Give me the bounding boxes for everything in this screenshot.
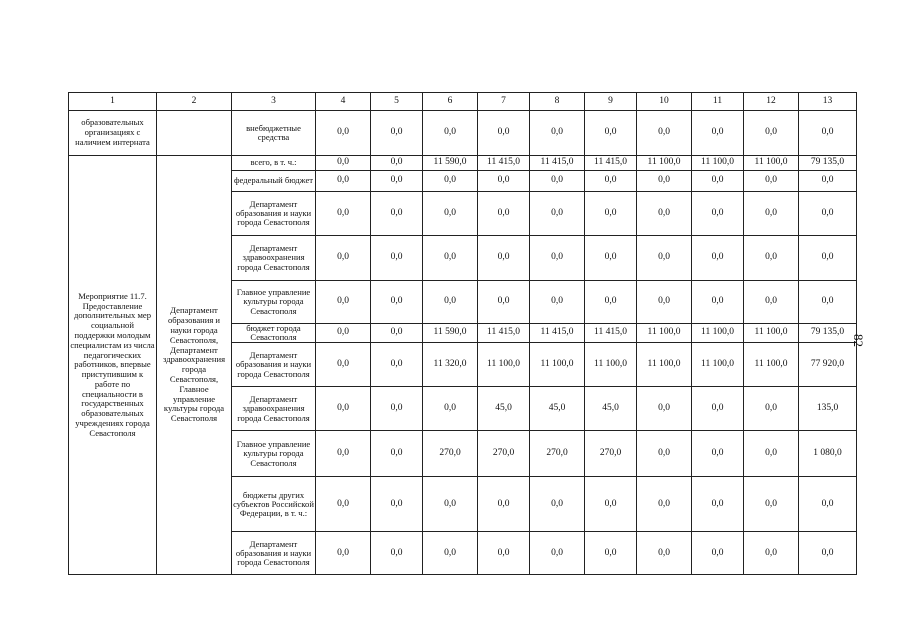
value-cell: 0,0 — [316, 156, 371, 171]
value-cell: 0,0 — [799, 192, 857, 236]
value-cell: 0,0 — [371, 236, 423, 281]
value-cell: 11 100,0 — [478, 343, 530, 387]
funding-source: Департамент здравоохранения города Севастополя — [232, 387, 316, 431]
value-cell: 11 415,0 — [530, 324, 585, 343]
funding-source: Департамент образования и науки города Севастополя — [232, 192, 316, 236]
value-cell: 0,0 — [423, 281, 478, 324]
value-cell: 0,0 — [371, 532, 423, 575]
value-cell: 0,0 — [799, 236, 857, 281]
value-cell: 0,0 — [637, 192, 692, 236]
value-cell: 0,0 — [799, 532, 857, 575]
value-cell: 11 100,0 — [692, 156, 744, 171]
value-cell: 0,0 — [637, 111, 692, 156]
value-cell: 0,0 — [316, 477, 371, 532]
measure-name-continued: образовательных организациях с наличием интерната — [69, 111, 157, 156]
value-cell: 0,0 — [316, 281, 371, 324]
value-cell: 0,0 — [371, 431, 423, 477]
funding-source: бюджет города Севастополя — [232, 324, 316, 343]
value-cell: 0,0 — [478, 532, 530, 575]
column-header: 3 — [232, 93, 316, 111]
value-cell: 0,0 — [423, 111, 478, 156]
value-cell: 0,0 — [371, 343, 423, 387]
funding-source: Главное управление культуры города Севастополя — [232, 281, 316, 324]
value-cell: 0,0 — [371, 477, 423, 532]
header-row — [69, 93, 857, 111]
value-cell: 0,0 — [530, 171, 585, 192]
value-cell: 0,0 — [692, 236, 744, 281]
value-cell: 0,0 — [585, 532, 637, 575]
value-cell: 0,0 — [530, 477, 585, 532]
value-cell: 0,0 — [637, 532, 692, 575]
value-cell: 11 590,0 — [423, 156, 478, 171]
table-row — [69, 111, 857, 156]
value-cell: 0,0 — [692, 111, 744, 156]
value-cell: 79 135,0 — [799, 324, 857, 343]
value-cell: 11 100,0 — [637, 324, 692, 343]
value-cell: 11 415,0 — [585, 156, 637, 171]
value-cell: 0,0 — [371, 387, 423, 431]
value-cell: 45,0 — [530, 387, 585, 431]
value-cell: 0,0 — [692, 171, 744, 192]
value-cell: 11 100,0 — [637, 343, 692, 387]
value-cell: 11 100,0 — [744, 156, 799, 171]
value-cell: 0,0 — [316, 431, 371, 477]
value-cell: 0,0 — [423, 192, 478, 236]
funding-source: Департамент здравоохранения города Севастополя — [232, 236, 316, 281]
page-number: 82 — [851, 334, 866, 347]
executor-cell-empty — [157, 111, 232, 156]
column-header: 7 — [478, 93, 530, 111]
value-cell: 11 100,0 — [692, 324, 744, 343]
value-cell: 0,0 — [423, 171, 478, 192]
value-cell: 0,0 — [316, 387, 371, 431]
value-cell: 0,0 — [744, 281, 799, 324]
column-header: 2 — [157, 93, 232, 111]
value-cell: 0,0 — [744, 477, 799, 532]
value-cell: 0,0 — [371, 156, 423, 171]
value-cell: 0,0 — [692, 281, 744, 324]
value-cell: 0,0 — [585, 111, 637, 156]
value-cell: 0,0 — [423, 387, 478, 431]
measure-executor: Департамент образования и науки города Севастополя, Департамент здравоохранения города Севастополя, Главное управление культуры города Севастополя — [157, 156, 232, 575]
value-cell: 45,0 — [478, 387, 530, 431]
value-cell: 0,0 — [371, 171, 423, 192]
value-cell: 0,0 — [799, 171, 857, 192]
funding-source: внебюджетные средства — [232, 111, 316, 156]
value-cell: 0,0 — [316, 324, 371, 343]
value-cell: 11 100,0 — [585, 343, 637, 387]
value-cell: 0,0 — [637, 281, 692, 324]
value-cell: 11 100,0 — [530, 343, 585, 387]
value-cell: 0,0 — [530, 111, 585, 156]
value-cell: 0,0 — [316, 192, 371, 236]
measure-name: Мероприятие 11.7. Предоставление дополнительных мер социальной поддержки молодым специалистам из числа педагогических работников, впервые приступившим к работе по специальности в государственных образовательных учреждениях города Севастополя — [69, 156, 157, 575]
value-cell: 0,0 — [316, 171, 371, 192]
column-header: 6 — [423, 93, 478, 111]
value-cell: 0,0 — [585, 477, 637, 532]
value-cell: 0,0 — [799, 477, 857, 532]
value-cell: 0,0 — [478, 192, 530, 236]
funding-source: всего, в т. ч.: — [232, 156, 316, 171]
value-cell: 11 100,0 — [744, 343, 799, 387]
funding-source: Департамент образования и науки города Севастополя — [232, 532, 316, 575]
funding-source: бюджеты других субъектов Российской Федерации, в т. ч.: — [232, 477, 316, 532]
value-cell: 0,0 — [585, 281, 637, 324]
value-cell: 0,0 — [744, 387, 799, 431]
value-cell: 0,0 — [371, 192, 423, 236]
funding-source: Главное управление культуры города Севастополя — [232, 431, 316, 477]
value-cell: 0,0 — [744, 111, 799, 156]
value-cell: 0,0 — [478, 171, 530, 192]
value-cell: 0,0 — [530, 236, 585, 281]
value-cell: 0,0 — [423, 532, 478, 575]
value-cell: 0,0 — [530, 281, 585, 324]
column-header: 13 — [799, 93, 857, 111]
value-cell: 11 415,0 — [585, 324, 637, 343]
value-cell: 11 415,0 — [530, 156, 585, 171]
value-cell: 0,0 — [585, 236, 637, 281]
value-cell: 11 100,0 — [637, 156, 692, 171]
value-cell: 0,0 — [744, 431, 799, 477]
value-cell: 0,0 — [637, 431, 692, 477]
column-header: 10 — [637, 93, 692, 111]
funding-source: федеральный бюджет — [232, 171, 316, 192]
value-cell: 0,0 — [692, 192, 744, 236]
column-header: 11 — [692, 93, 744, 111]
column-header: 1 — [69, 93, 157, 111]
value-cell: 0,0 — [478, 236, 530, 281]
column-header: 5 — [371, 93, 423, 111]
funding-source: Департамент образования и науки города Севастополя — [232, 343, 316, 387]
value-cell: 270,0 — [423, 431, 478, 477]
value-cell: 135,0 — [799, 387, 857, 431]
value-cell: 79 135,0 — [799, 156, 857, 171]
value-cell: 0,0 — [530, 532, 585, 575]
value-cell: 0,0 — [692, 387, 744, 431]
value-cell: 11 590,0 — [423, 324, 478, 343]
value-cell: 0,0 — [637, 477, 692, 532]
value-cell: 11 415,0 — [478, 156, 530, 171]
value-cell: 0,0 — [316, 236, 371, 281]
value-cell: 0,0 — [637, 387, 692, 431]
value-cell: 0,0 — [371, 324, 423, 343]
value-cell: 11 100,0 — [692, 343, 744, 387]
value-cell: 270,0 — [530, 431, 585, 477]
column-header: 8 — [530, 93, 585, 111]
value-cell: 270,0 — [585, 431, 637, 477]
value-cell: 11 415,0 — [478, 324, 530, 343]
table-row — [69, 156, 857, 171]
value-cell: 0,0 — [692, 477, 744, 532]
value-cell: 0,0 — [744, 171, 799, 192]
value-cell: 0,0 — [478, 477, 530, 532]
column-header: 4 — [316, 93, 371, 111]
value-cell: 270,0 — [478, 431, 530, 477]
value-cell: 0,0 — [371, 281, 423, 324]
value-cell: 0,0 — [585, 171, 637, 192]
value-cell: 11 320,0 — [423, 343, 478, 387]
value-cell: 0,0 — [423, 477, 478, 532]
value-cell: 0,0 — [744, 192, 799, 236]
value-cell: 0,0 — [744, 532, 799, 575]
column-header: 9 — [585, 93, 637, 111]
value-cell: 0,0 — [799, 281, 857, 324]
value-cell: 0,0 — [371, 111, 423, 156]
value-cell: 0,0 — [478, 281, 530, 324]
value-cell: 0,0 — [692, 532, 744, 575]
value-cell: 0,0 — [637, 171, 692, 192]
value-cell: 1 080,0 — [799, 431, 857, 477]
value-cell: 0,0 — [316, 111, 371, 156]
value-cell: 0,0 — [423, 236, 478, 281]
value-cell: 0,0 — [692, 431, 744, 477]
value-cell: 0,0 — [316, 532, 371, 575]
value-cell: 0,0 — [585, 192, 637, 236]
value-cell: 0,0 — [637, 236, 692, 281]
value-cell: 0,0 — [530, 192, 585, 236]
value-cell: 77 920,0 — [799, 343, 857, 387]
value-cell: 0,0 — [799, 111, 857, 156]
column-header: 12 — [744, 93, 799, 111]
value-cell: 45,0 — [585, 387, 637, 431]
budget-table — [68, 92, 857, 575]
value-cell: 0,0 — [316, 343, 371, 387]
value-cell: 11 100,0 — [744, 324, 799, 343]
value-cell: 0,0 — [744, 236, 799, 281]
value-cell: 0,0 — [478, 111, 530, 156]
